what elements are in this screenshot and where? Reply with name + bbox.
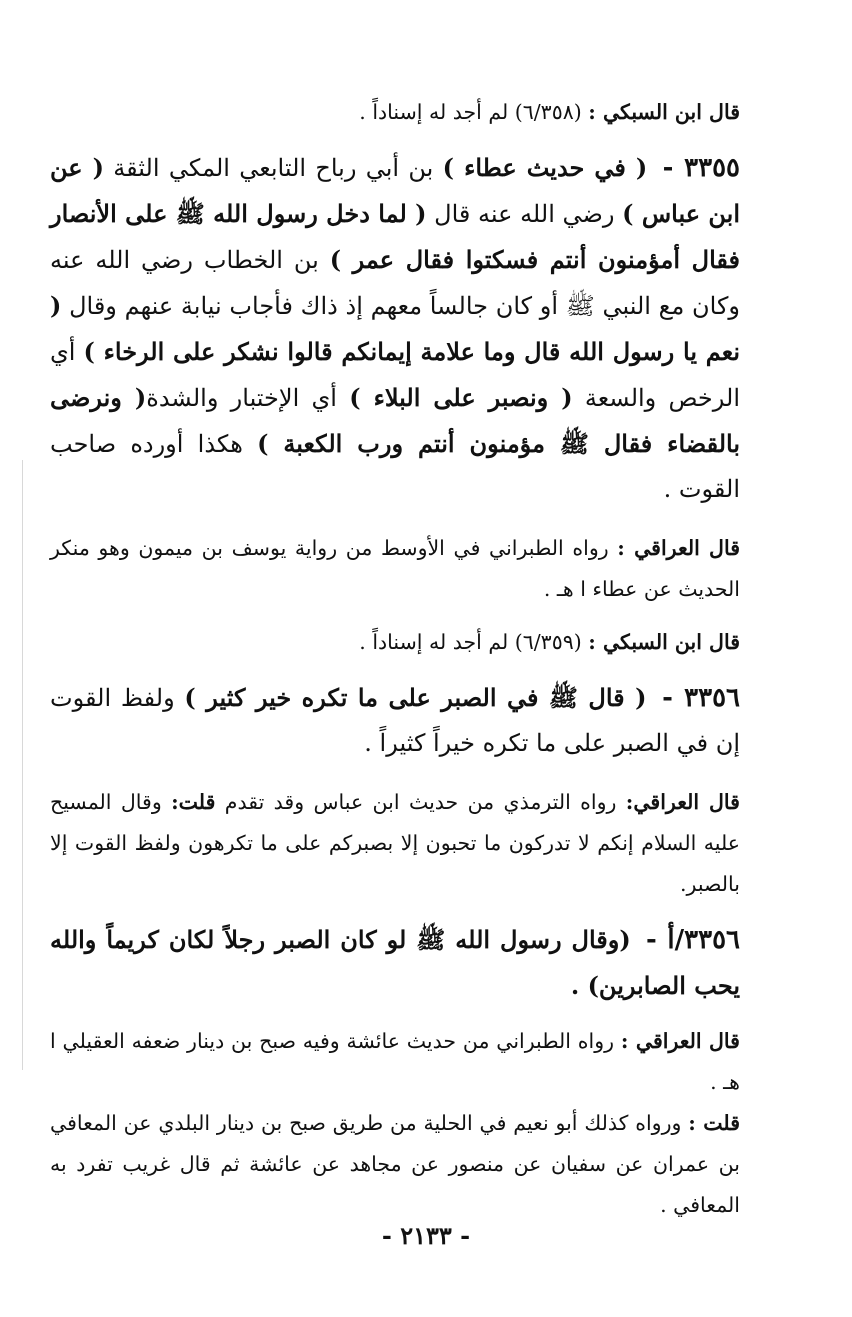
- hadith-segment: ( لما دخل رسول الله ﷺ على الأنصار فقال أمؤمنون أنتم فسكتوا فقال عمر ): [50, 199, 741, 274]
- hadith-segment: ( عن ابن عباس ): [50, 153, 741, 228]
- note-text: رواه الترمذي من حديث ابن عباس وقد تقدم: [215, 790, 617, 814]
- note-label-qultu: قلت:: [171, 790, 216, 814]
- hadith-number: ٣٣٥٦/أ -: [645, 925, 741, 955]
- note-iraqi-3: [50, 1021, 740, 1103]
- note-text: (٦/٣٥٩) لم أجد له إسناداً .: [359, 630, 582, 654]
- note-ibn-subki-1: [50, 92, 740, 133]
- note-text: رواه الطبراني في الأوسط من رواية يوسف بن ميمون وهو منكر الحديث عن عطاء ا هـ .: [50, 536, 740, 601]
- note-label: قال العراقي:: [625, 790, 740, 814]
- note-iraqi-2: [50, 782, 740, 905]
- hadith-number: ٣٣٥٥ -: [662, 153, 740, 183]
- hadith-segment: ( نعم يا رسول الله قال وما علامة إيمانكم قالوا نشكر على الرخاء ): [50, 291, 740, 366]
- hadith-segment: ( قال ﷺ في الصبر على ما تكره خير كثير ): [184, 683, 647, 712]
- document-body: [50, 92, 740, 1226]
- note-text: ورواه كذلك أبو نعيم في الحلية من طريق صبح بن دينار البلدي عن المعافي بن عمران عن سفيان عن منصور عن مجاهد عن عائشة ثم قال غريب تفرد به المعافي .: [50, 1111, 740, 1217]
- note-text: (٦/٣٥٨) لم أجد له إسناداً .: [359, 100, 582, 124]
- hadith-segment: ( ونرضى بالقضاء فقال ﷺ مؤمنون أنتم ورب الكعبة ): [50, 383, 741, 458]
- scan-margin-line: [22, 460, 23, 1070]
- hadith-segment: بن الخطاب رضي الله عنه وكان مع النبي ﷺ أو كان جالساً معهم إذ ذاك فأجاب نيابة عنهم وقال: [50, 246, 740, 320]
- hadith-3355: [50, 145, 740, 512]
- hadith-segment: أي الرخص والسعة: [50, 338, 740, 412]
- note-label: قال العراقي :: [620, 1029, 740, 1053]
- page-number: - ٢١٣٣ -: [381, 1221, 471, 1250]
- hadith-segment: رضي الله عنه قال: [426, 200, 623, 228]
- note-text: رواه الطبراني من حديث عائشة وفيه صبح بن دينار ضعفه العقيلي ا هـ .: [50, 1029, 740, 1094]
- hadith-segment: أي الإختبار والشدة: [146, 384, 350, 412]
- note-iraqi-1: [50, 528, 740, 610]
- hadith-number: ٣٣٥٦ -: [662, 683, 740, 713]
- note-qultu: [50, 1103, 740, 1226]
- note-label: قال ابن السبكي :: [588, 630, 740, 654]
- hadith-3356: [50, 675, 740, 766]
- note-label: قلت :: [688, 1111, 740, 1135]
- note-ibn-subki-2: [50, 622, 740, 663]
- hadith-segment: ولفظ القوت إن في الصبر على ما تكره خيراً كثيراً .: [50, 684, 740, 757]
- note-label: قال العراقي :: [617, 536, 740, 560]
- hadith-segment: بن أبي رباح التابعي المكي الثقة: [103, 154, 443, 182]
- hadith-segment: هكذا أورده صاحب القوت .: [50, 430, 740, 503]
- hadith-segment: ( ونصبر على البلاء ): [349, 383, 573, 412]
- hadith-segment: ( في حديث عطاء ): [442, 153, 648, 182]
- note-text: وقال المسيح عليه السلام إنكم لا تدركون ما تحبون إلا بصبركم على ما تكرهون ولفظ القوت إلا بالصبر.: [50, 790, 740, 896]
- hadith-segment: (وقال رسول الله ﷺ لو كان الصبر رجلاً لكان كريماً والله يحب الصابرين) .: [50, 925, 740, 1000]
- note-label: قال ابن السبكي :: [588, 100, 740, 124]
- hadith-3356a: [50, 917, 740, 1009]
